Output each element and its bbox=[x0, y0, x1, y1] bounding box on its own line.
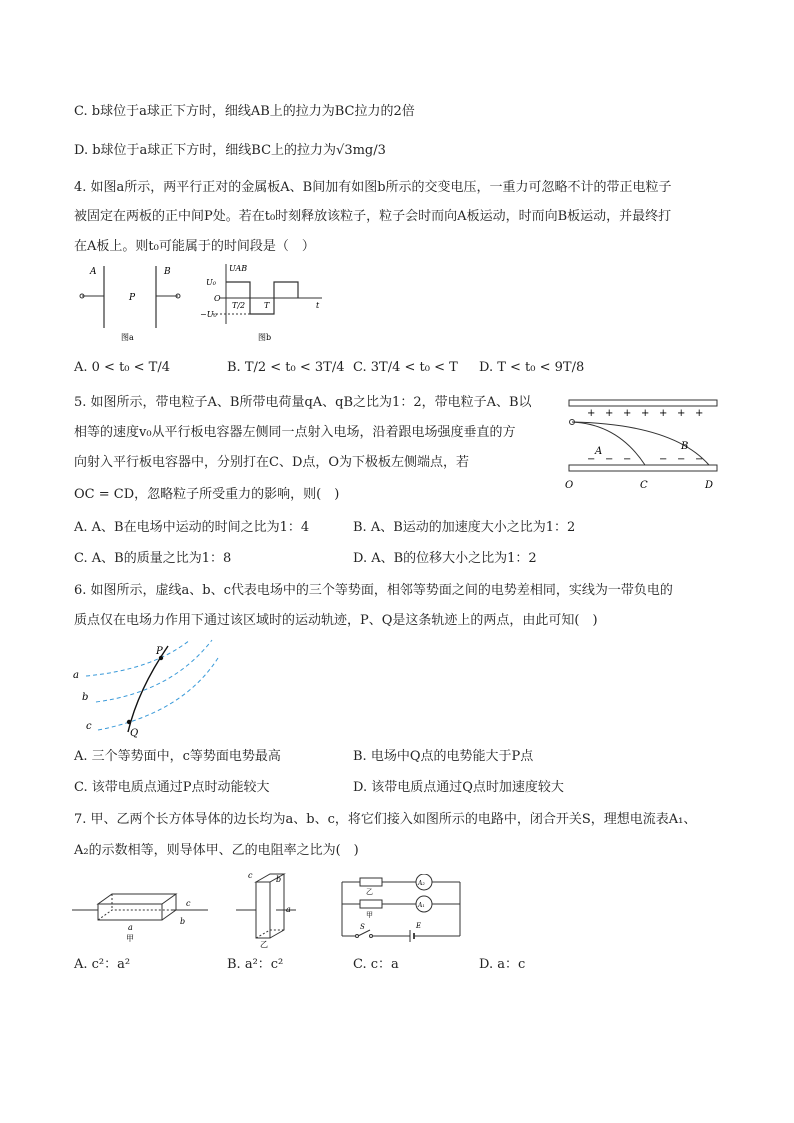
q5-plus-4: + bbox=[641, 408, 650, 419]
q7-option-a: A. c²：a² bbox=[74, 957, 131, 972]
q4-fig-b-neg-u0: −U₀ bbox=[200, 310, 217, 319]
q5-option-b: B. A、B运动的加速度大小之比为1：2 bbox=[353, 520, 576, 535]
q4-fig-a-label-b: B bbox=[164, 267, 171, 277]
q4-fig-b-origin: O bbox=[214, 294, 221, 303]
q7-option-d: D. a：c bbox=[479, 957, 526, 972]
q4-figure-a bbox=[74, 262, 194, 346]
q5-label-c: C bbox=[640, 480, 648, 491]
q4-fig-b-axis-y: UAB bbox=[229, 264, 248, 273]
q5-minus-2: − bbox=[605, 454, 614, 465]
q5-plus-3: + bbox=[623, 408, 632, 419]
q7-jia-label: 甲 bbox=[126, 934, 134, 943]
q7-jia-c: c bbox=[186, 899, 191, 908]
q5-plus-1: + bbox=[587, 408, 596, 419]
q4-fig-a-label-a: A bbox=[90, 267, 97, 277]
q4-fig-b-axis-t: t bbox=[316, 301, 320, 310]
q6-figure bbox=[72, 638, 222, 738]
q6-stem-line1: 6. 如图所示，虚线a、b、c代表电场中的三个等势面，相邻等势面之间的电势差相同，实线为一带负电的 bbox=[74, 583, 673, 598]
q4-fig-a-caption: 图a bbox=[121, 333, 134, 342]
q7-stem-line1: 7. 甲、乙两个长方体导体的边长均为a、b、c，将它们接入如图所示的电路中，闭合开关S，理想电流表A₁、 bbox=[74, 812, 697, 827]
q6-option-a: A. 三个等势面中，c等势面电势最高 bbox=[74, 749, 281, 764]
q6-option-b: B. 电场中Q点的电势能大于P点 bbox=[353, 749, 534, 764]
q4-stem-line3: 在A板上。则t₀可能属于的时间段是（ ） bbox=[74, 239, 315, 254]
q5-option-d: D. A、B的位移大小之比为1：2 bbox=[353, 551, 537, 566]
q7-circuit-s: S bbox=[360, 923, 365, 931]
q5-option-a: A. A、B在电场中运动的时间之比为1：4 bbox=[74, 520, 310, 535]
q7-figure-jia bbox=[72, 888, 212, 946]
q5-plus-2: + bbox=[605, 408, 614, 419]
q4-fig-a-label-p: P bbox=[129, 293, 136, 303]
q5-minus-1: − bbox=[587, 454, 596, 465]
q4-option-b: B. T/2 < t₀ < 3T/4 bbox=[227, 360, 345, 375]
q7-circuit-a1: A₁ bbox=[418, 902, 425, 909]
q6-stem-line2: 质点仅在电场力作用下通过该区域时的运动轨迹，P、Q是这条轨迹上的两点，由此可知( ) bbox=[74, 613, 598, 628]
q4-stem-line2: 被固定在两板的正中间P处。若在t₀时刻释放该粒子，粒子会时而向A板运动，时而向B板运动，并最终打 bbox=[74, 209, 672, 224]
q3-option-c: C. b球位于a球正下方时，细线AB上的拉力为BC拉力的2倍 bbox=[74, 104, 415, 119]
q7-option-b: B. a²：c² bbox=[227, 957, 284, 972]
q7-option-c: C. c：a bbox=[353, 957, 399, 972]
q7-yi-c: c bbox=[248, 871, 253, 880]
q4-figure-b bbox=[200, 262, 330, 346]
q5-plus-6: + bbox=[677, 408, 686, 419]
q5-label-b: B bbox=[681, 441, 689, 452]
q7-stem-line2: A₂的示数相等，则导体甲、乙的电阻率之比为( ) bbox=[74, 843, 359, 858]
q7-jia-a: a bbox=[128, 923, 133, 932]
q6-label-q: Q bbox=[130, 728, 139, 738]
q7-figure-yi bbox=[232, 870, 302, 948]
q6-label-c: c bbox=[86, 721, 92, 732]
q4-option-c: C. 3T/4 < t₀ < T bbox=[353, 360, 458, 375]
q5-stem-line3: 向射入平行板电容器中，分别打在C、D点，O为下极板左侧端点，若 bbox=[74, 455, 470, 470]
q4-fig-b-caption: 图b bbox=[258, 333, 272, 342]
q5-minus-4: − bbox=[659, 454, 668, 465]
q7-circuit-a2: A₂ bbox=[418, 880, 425, 887]
q6-option-d: D. 该带电质点通过Q点时加速度较大 bbox=[353, 780, 564, 795]
q5-stem-line2: 相等的速度v₀从平行板电容器左侧同一点射入电场，沿着跟电场强度垂直的方 bbox=[74, 425, 516, 440]
q7-circuit-jia: 甲 bbox=[366, 911, 373, 919]
q5-label-o: O bbox=[565, 480, 574, 491]
q7-jia-b: b bbox=[180, 917, 186, 926]
q7-circuit bbox=[330, 874, 472, 944]
q4-option-a: A. 0 < t₀ < T/4 bbox=[74, 360, 170, 375]
q5-label-a: A bbox=[595, 446, 603, 457]
q4-fig-b-t: T bbox=[264, 301, 270, 310]
q5-figure bbox=[563, 396, 723, 494]
q6-label-p: P bbox=[156, 646, 163, 657]
q7-yi-a: a bbox=[286, 905, 291, 914]
q3-option-d: D. b球位于a球正下方时，细线BC上的拉力为√3mg/3 bbox=[74, 143, 386, 158]
q6-option-c: C. 该带电质点通过P点时动能较大 bbox=[74, 780, 270, 795]
q7-circuit-yi: 乙 bbox=[366, 888, 373, 896]
q4-option-d: D. T < t₀ < 9T/8 bbox=[479, 360, 585, 375]
q5-stem-line4: OC = CD，忽略粒子所受重力的影响，则( ) bbox=[74, 487, 340, 502]
q5-plus-7: + bbox=[695, 408, 704, 419]
q5-minus-3: − bbox=[623, 454, 632, 465]
q7-yi-label: 乙 bbox=[260, 940, 268, 948]
q5-option-c: C. A、B的质量之比为1：8 bbox=[74, 551, 232, 566]
q4-fig-b-half-t: T/2 bbox=[232, 301, 246, 310]
q6-label-b: b bbox=[82, 692, 89, 703]
q6-label-a: a bbox=[73, 670, 79, 681]
q7-yi-b: b bbox=[276, 875, 282, 884]
q4-fig-b-u0: U₀ bbox=[206, 278, 216, 287]
q7-circuit-e: E bbox=[416, 922, 422, 930]
q4-stem-line1: 4. 如图a所示，两平行正对的金属板A、B间加有如图b所示的交变电压，一重力可忽略不计的带正电粒子 bbox=[74, 180, 672, 195]
q5-minus-6: − bbox=[695, 454, 704, 465]
q5-stem-line1: 5. 如图所示，带电粒子A、B所带电荷量qA、qB之比为1：2，带电粒子A、B以 bbox=[74, 395, 532, 410]
q5-plus-5: + bbox=[659, 408, 668, 419]
q5-label-d: D bbox=[705, 480, 714, 491]
q5-minus-5: − bbox=[677, 454, 686, 465]
